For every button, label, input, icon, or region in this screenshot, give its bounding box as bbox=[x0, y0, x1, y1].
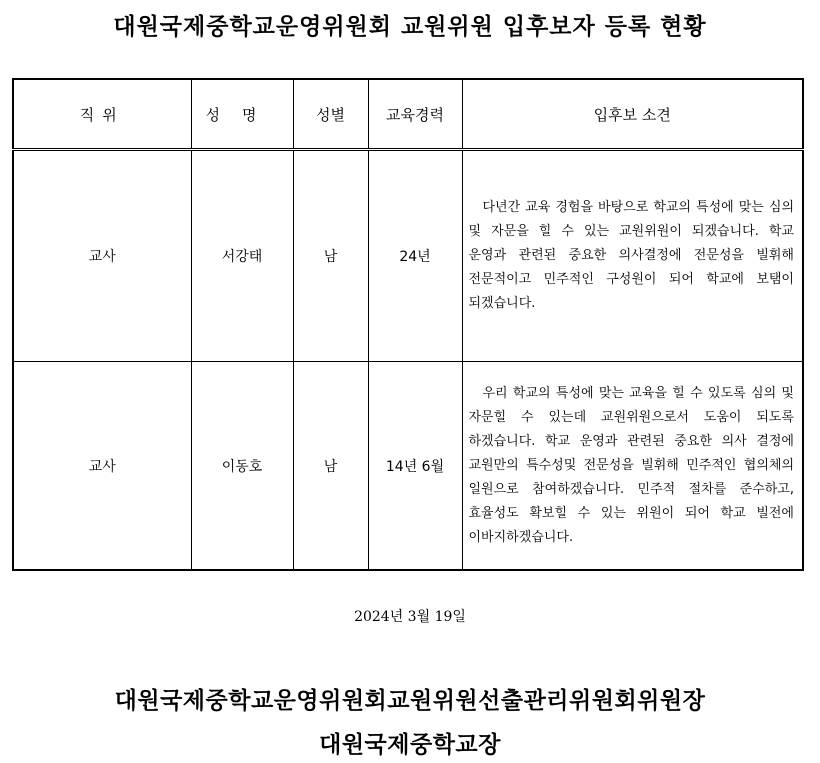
cell-gender: 남 bbox=[293, 362, 368, 571]
cell-position: 교사 bbox=[13, 150, 191, 362]
table-row bbox=[13, 362, 803, 571]
cell-position: 교사 bbox=[13, 362, 191, 571]
table-row bbox=[13, 150, 803, 362]
cell-name: 서강태 bbox=[191, 150, 293, 362]
signature-principal: 대원국제중학교장 bbox=[319, 731, 501, 758]
header-position: 직위 bbox=[13, 79, 191, 150]
cell-name: 이동호 bbox=[191, 362, 293, 571]
cell-statement bbox=[462, 150, 803, 362]
cell-gender: 남 bbox=[293, 150, 368, 362]
document-title: 대원국제중학교운영위원회 교원위원 입후보자 등록 현황 bbox=[113, 14, 707, 40]
cell-experience: 14년 6월 bbox=[368, 362, 462, 571]
statement-text: 다년간 교육 경험을 바탕으로 학교의 특성에 맞는 심의 및 자문을 힐 수 있는 교원위원이 되겠습니다. 학교 운영과 관련된 중요한 의사결정에 전문성을 빌휘해 전문적이고 민주적인 구성원이 되어 학교에 보탬이 되겠습니다. bbox=[468, 200, 794, 311]
header-name: 성명 bbox=[191, 79, 293, 150]
header-gender: 성별 bbox=[293, 79, 368, 150]
header-experience: 교육경력 bbox=[368, 79, 462, 150]
signature-committee-chair: 대원국제중학교운영위원회교원위원선출관리위원회위원장 bbox=[114, 687, 706, 714]
cell-experience: 24년 bbox=[368, 150, 462, 362]
header-statement: 입후보 소견 bbox=[462, 79, 803, 150]
table-header-row bbox=[13, 79, 803, 150]
statement-text: 우리 학교의 특성에 맞는 교육을 힐 수 있도록 심의 및 자문힐 수 있는데 교원위원으로서 도움이 되도록 하겠습니다. 학교 운영과 관련된 중요한 의사 결정에 교원만의 특수성및 전문성을 빌휘해 민주적인 협의체의 일원으로 참여하겠습니다. 민주적 절차를 준수하고, 효율성도 확보힐 수 있는 위원이 되어 학교 빌전에 이바지하겠습니다. bbox=[468, 385, 794, 545]
candidate-table bbox=[12, 78, 804, 571]
document-date: 2024년 3월 19일 bbox=[354, 609, 466, 625]
cell-statement bbox=[462, 362, 803, 571]
